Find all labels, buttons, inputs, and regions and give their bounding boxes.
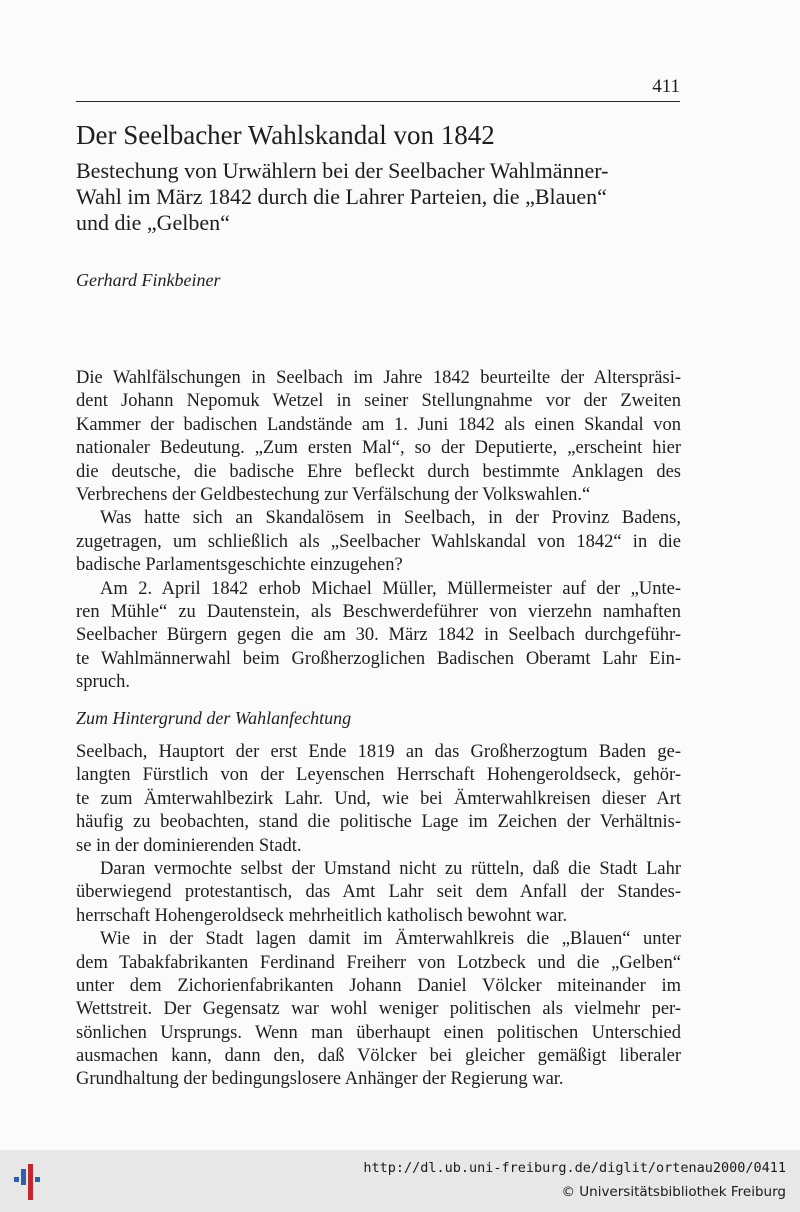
text-line: Daran vermochte selbst der Umstand nicht zu rütteln, daß die Stadt Lahr	[100, 858, 681, 879]
text-line: unter dem Zichorienfabrikanten Johann Daniel Völcker miteinander im	[76, 975, 681, 996]
text-line: Was hatte sich an Skandalösem in Seelbach, in der Provinz Badens,	[100, 508, 681, 529]
footer-bar	[0, 1150, 800, 1212]
text-line: Seelbach, Hauptort der erst Ende 1819 an das Großherzogtum Baden ge-	[76, 742, 681, 762]
text-line: die deutsche, die badische Ehre befleckt durch bestimmte Anklagen des	[76, 461, 681, 482]
text-line: häufig zu beobachten, stand die politische Lage im Zeichen der Verhältnis-	[76, 812, 681, 833]
article-title: Der Seelbacher Wahlskandal von 1842	[76, 120, 495, 150]
text-line: dent Johann Nepomuk Wetzel in seiner Stellungnahme vor der Zweiten	[76, 391, 681, 412]
text-line: badische Parlamentsgeschichte einzugehen?	[76, 555, 403, 576]
page-number: 411	[652, 76, 680, 97]
subtitle-line: Bestechung von Urwählern bei der Seelbacher Wahlmänner-	[76, 158, 609, 183]
header-rule	[76, 101, 680, 102]
text-line: se in der dominierenden Stadt.	[76, 835, 302, 856]
section-text	[76, 741, 681, 1092]
text-line: te zum Ämterwahlbezirk Lahr. Und, wie bei Ämterwahlkreisen dieser Art	[76, 788, 681, 809]
subtitle-line: Wahl im März 1842 durch die Lahrer Parteien, die „Blauen“	[76, 184, 607, 209]
article-subtitle	[76, 158, 696, 236]
text-line: Am 2. April 1842 erhob Michael Müller, Müllermeister auf der „Unte-	[100, 578, 681, 599]
text-line: zugetragen, um schließlich als „Seelbacher Wahlskandal von 1842“ in die	[76, 531, 681, 552]
text-line: herrschaft Hohengeroldseck mehrheitlich katholisch bewohnt war.	[76, 905, 568, 926]
text-line: Grundhaltung der bedingungslosere Anhänger der Regierung war.	[76, 1069, 564, 1090]
text-line: ren Mühle“ zu Dautenstein, als Beschwerdeführer von vierzehn namhaften	[76, 601, 681, 622]
text-line: langten Fürstlich von der Leyenschen Herrschaft Hohengeroldseck, gehör-	[76, 765, 681, 786]
source-url-link[interactable]: http://dl.ub.uni-freiburg.de/diglit/ortenau2000/0411	[363, 1160, 786, 1176]
subtitle-line: und die „Gelben“	[76, 210, 230, 235]
text-line: te Wahlmännerwahl beim Großherzoglichen Badischen Oberamt Lahr Ein-	[76, 648, 681, 669]
text-line: Die Wahlfälschungen in Seelbach im Jahre 1842 beurteilte der Alterspräsi-	[76, 368, 681, 388]
text-line: Seelbacher Bürgern gegen die am 30. März 1842 in Seelbach durchgeführ-	[76, 625, 681, 646]
text-line: spruch.	[76, 672, 130, 693]
ub-freiburg-logo-icon	[14, 1160, 42, 1204]
author-name: Gerhard Finkbeiner	[76, 270, 221, 290]
text-line: ausmachen kann, dann den, daß Völcker bei gleicher gemäßigt liberaler	[76, 1046, 681, 1067]
text-line: überwiegend protestantisch, das Amt Lahr seit dem Anfall der Standes-	[76, 882, 681, 903]
text-line: Wettstreit. Der Gegensatz war wohl weniger politischen als vielmehr per-	[76, 999, 681, 1020]
text-line: Kammer der badischen Landstände am 1. Juni 1842 als einen Skandal von	[76, 414, 681, 435]
text-line: Verbrechens der Geldbestechung zur Verfälschung der Volkswahlen.“	[76, 484, 591, 505]
text-line: nationaler Bedeutung. „Zum ersten Mal“, so der Deputierte, „erscheint hier	[76, 438, 681, 459]
text-line: Wie in der Stadt lagen damit im Ämterwahlkreis die „Blauen“ unter	[100, 929, 681, 950]
copyright-text: © Universitätsbibliothek Freiburg	[561, 1184, 786, 1200]
text-line: sönlichen Ursprungs. Wenn man überhaupt einen politischen Unterschied	[76, 1022, 681, 1043]
section-heading: Zum Hintergrund der Wahlanfechtung	[76, 708, 352, 728]
text-line: dem Tabakfabrikanten Ferdinand Freiherr von Lotzbeck und die „Gelben“	[76, 952, 681, 973]
intro-text	[76, 367, 681, 694]
